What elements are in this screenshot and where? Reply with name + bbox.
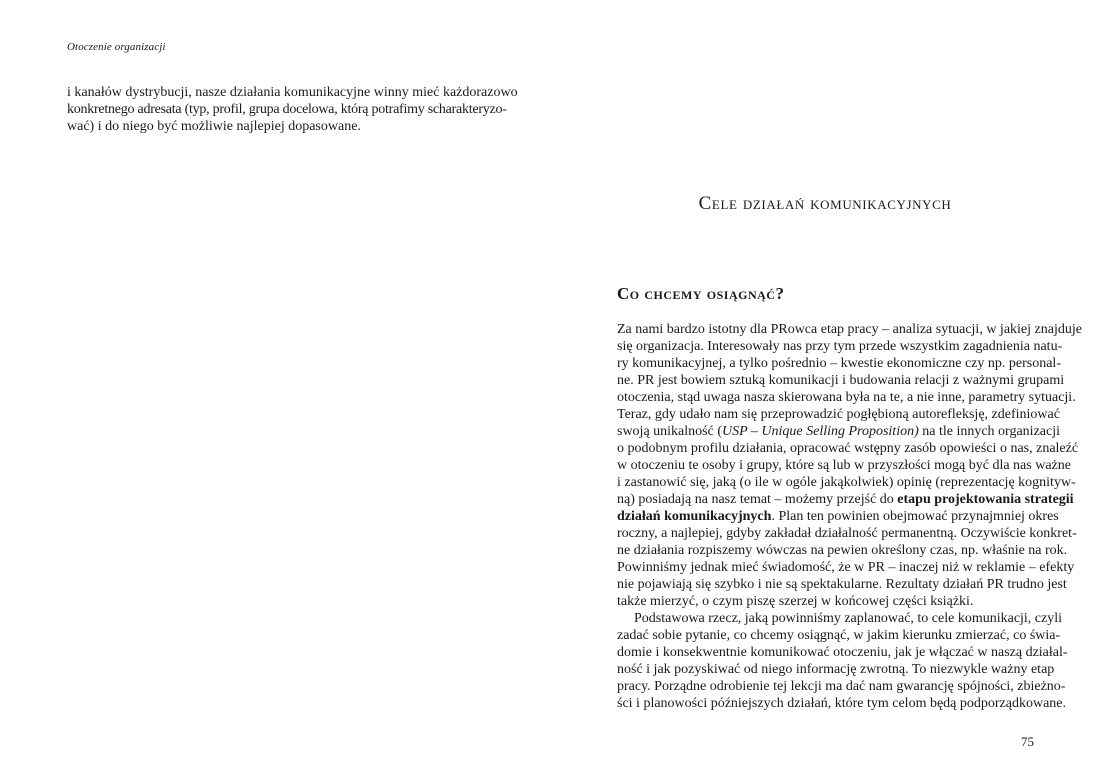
italic-run: USP – Unique Selling Proposition) xyxy=(721,424,919,439)
page-number: 75 xyxy=(1021,734,1034,749)
body-line xyxy=(617,491,1074,508)
chapter-title: Cele działań komunikacyjnych xyxy=(698,192,952,214)
text-line: konkretnego adresata (typ, profil, grupa docelowa, którą potrafimy scharakteryzo- xyxy=(67,102,507,117)
body-line: zadać sobie pytanie, co chcemy osiągnąć, w jakim kierunku zmierzać, co świa- xyxy=(617,628,1061,643)
body-line: Podstawowa rzecz, jaką powinniśmy zaplanować, to cele komunikacji, czyli xyxy=(634,611,1063,626)
section-title: Co chcemy osiągnąć? xyxy=(617,284,785,303)
text-line: wać) i do niego być możliwie najlepiej dopasowane. xyxy=(67,119,361,134)
text-run: ną) posiadają na nasz temat – możemy przejść do xyxy=(617,492,898,507)
body-line xyxy=(617,508,1059,525)
body-line: domie i konsekwentnie komunikować otoczeniu, jak je włączać w naszą działal- xyxy=(617,645,1068,660)
text-run: swoją unikalność ( xyxy=(617,424,722,439)
body-line: i zastanowić się, jaką (o ile w ogóle jakąkolwiek) opinię (reprezentację kognityw- xyxy=(617,475,1076,490)
body-line: pracy. Porządne odrobienie tej lekcji ma dać nam gwarancję spójności, zbieżno- xyxy=(617,679,1066,694)
body-text xyxy=(617,321,1082,712)
body-line: ne działania rozpiszemy wówczas na pewien określony czas, np. właśnie na rok. xyxy=(617,543,1068,558)
left-page-text xyxy=(67,84,518,135)
body-line: roczny, a najlepiej, gdyby zakładał działalność permanentną. Oczywiście konkret- xyxy=(617,526,1077,541)
bold-run: etapu projektowania strategii xyxy=(897,492,1074,507)
body-line: o podobnym profilu działania, opracować wstępny zasób opowieści o nas, znaleźć xyxy=(617,441,1079,456)
body-line xyxy=(617,423,1060,440)
body-line: się organizacja. Interesowały nas przy tym przede wszystkim zagadnienia natu- xyxy=(617,339,1063,354)
body-line: ści i planowości późniejszych działań, które tym celom będą podporządkowane. xyxy=(617,696,1067,711)
body-line: Powinniśmy jednak mieć świadomość, że w PR – inaczej niż w reklamie – efekty xyxy=(617,560,1075,575)
body-line: ne. PR jest bowiem sztuką komunikacji i budowania relacji z ważnymi grupami xyxy=(617,373,1065,388)
text-run: . Plan ten powinien obejmować przynajmniej okres xyxy=(771,509,1059,524)
body-line: Za nami bardzo istotny dla PRowca etap pracy – analiza sytuacji, w jakiej znajduje xyxy=(617,322,1082,337)
text-run: na tle innych organizacji xyxy=(918,424,1060,439)
body-line: nie pojawiają się szybko i nie są spektakularne. Rezultaty działań PR trudno jest xyxy=(617,577,1067,592)
running-header: Otoczenie organizacji xyxy=(67,41,166,53)
body-line: w otoczeniu te osoby i grupy, które są lub w przyszłości mogą być dla nas ważne xyxy=(617,458,1071,473)
bold-run: działań komunikacyjnych xyxy=(617,509,772,524)
body-line: Teraz, gdy udało nam się przeprowadzić pogłębioną autorefleksję, zdefiniować xyxy=(617,407,1060,422)
body-line: także mierzyć, o czym piszę szerzej w końcowej części książki. xyxy=(617,594,974,609)
body-line: ność i jak pozyskiwać od niego informację zwrotną. To niezwykle ważny etap xyxy=(617,662,1055,677)
body-line: ry komunikacyjnej, a tylko pośrednio – kwestie ekonomiczne czy np. personal- xyxy=(617,356,1061,371)
body-line: otoczenia, stąd uwaga nasza skierowana była na te, a nie inne, parametry sytuacji. xyxy=(617,390,1076,405)
text-line: i kanałów dystrybucji, nasze działania komunikacyjne winny mieć każdorazowo xyxy=(67,85,518,100)
